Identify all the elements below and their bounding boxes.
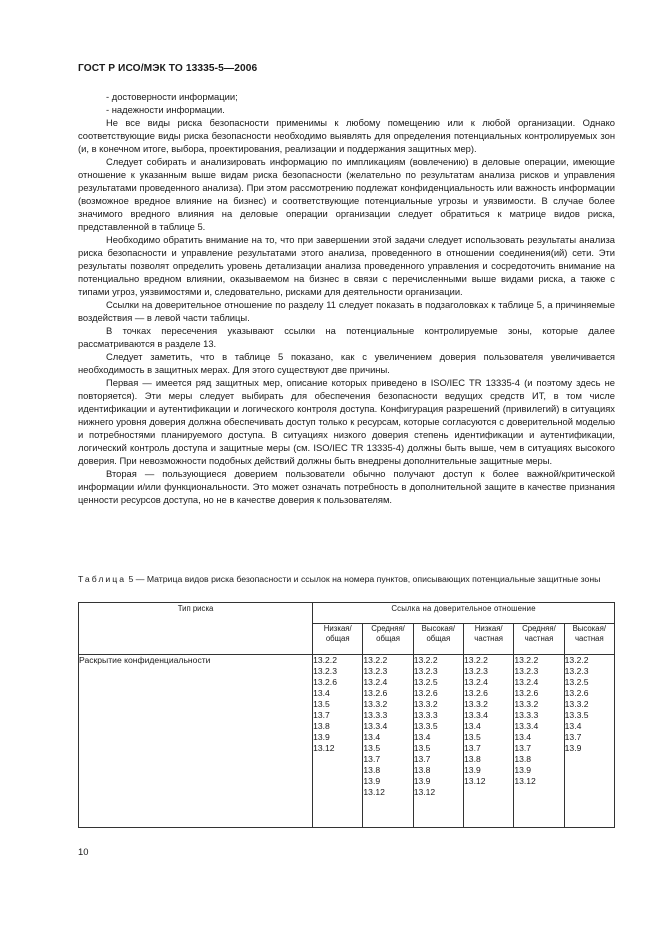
column-header: Высокая/ общая [413,624,463,655]
clause-reference: 13.12 [514,776,536,786]
clause-reference: 13.9 [514,765,532,775]
clause-reference: 13.3.4 [464,710,488,720]
table-caption [78,574,615,586]
clause-reference: 13.2.4 [514,677,539,687]
reference-cell [413,655,463,828]
clause-reference: 13.7 [514,743,532,753]
body-text [78,90,615,506]
document-header: ГОСТ Р ИСО/МЭК ТО 13335-5—2006 [78,63,258,74]
clause-reference: 13.4 [413,732,431,742]
clause-reference: 13.2.6 [413,688,438,698]
clause-reference: 13.4 [464,721,481,731]
clause-reference: 13.2.2 [413,655,438,665]
reference-cell [514,655,564,828]
clause-reference: 13.5 [363,743,381,753]
clause-reference: 13.3.5 [413,721,438,731]
column-header: Средняя/ общая [363,624,413,655]
clause-reference: 13.5 [464,732,481,742]
clause-reference: 13.8 [413,765,431,775]
clause-reference: 13.8 [363,765,381,775]
risk-type-cell: Раскрытие конфиденциальности [79,655,313,828]
table-caption-label: Таблица [78,574,127,584]
clause-reference: 13.2.6 [363,688,388,698]
clause-reference: 13.2.6 [313,677,337,687]
clause-reference: 13.5 [413,743,431,753]
column-header: Низкая/ общая [313,624,363,655]
clause-reference: 13.2.3 [413,666,438,676]
clause-reference: 13.2.2 [514,655,539,665]
clause-reference: 13.7 [313,710,330,720]
clause-reference: 13.2.3 [363,666,388,676]
table-row [79,655,615,828]
clause-reference: 13.3.2 [514,699,539,709]
clause-reference: 13.12 [363,787,385,797]
table-header-row [79,603,615,624]
clause-reference: 13.2.5 [564,677,589,687]
clause-reference: 13.3.2 [363,699,388,709]
paragraph: Следует заметить, что в таблице 5 показано, как с увеличением доверия пользователя увеличивается необходимость в защитных мерах. Для этого существуют две причины. [78,351,615,375]
clause-reference: 13.2.2 [363,655,388,665]
clause-reference: 13.2.3 [564,666,589,676]
clause-reference: 13.2.3 [514,666,539,676]
clause-reference: 13.12 [413,787,436,797]
clause-reference: 13.2.6 [464,688,488,698]
clause-reference: 13.9 [564,743,582,753]
clause-reference: 13.8 [464,754,481,764]
clause-reference: 13.9 [363,776,381,786]
clause-reference: 13.3.4 [363,721,388,731]
list-item: - надежности информации. [106,104,225,115]
risk-matrix-table [78,602,615,828]
trust-reference-header: Ссылка на доверительное отношение [313,603,615,624]
clause-reference: 13.9 [413,776,431,786]
clause-reference: 13.7 [564,732,582,742]
clause-reference: 13.5 [313,699,330,709]
clause-reference: 13.2.6 [564,688,589,698]
page-number: 10 [78,846,89,857]
clause-reference: 13.8 [514,754,532,764]
clause-reference: 13.7 [413,754,431,764]
clause-reference: 13.3.2 [564,699,589,709]
clause-reference: 13.3.2 [413,699,438,709]
clause-reference: 13.2.2 [464,655,488,665]
clause-reference: 13.2.5 [413,677,438,687]
clause-reference: 13.3.5 [564,710,589,720]
clause-reference: 13.3.3 [413,710,438,720]
clause-reference: 13.7 [464,743,481,753]
paragraph: В точках пересечения указывают ссылки на потенциальные контролируемые зоны, которые далее рассматриваются в разделе 13. [78,325,615,349]
column-header: Средняя/ частная [514,624,564,655]
paragraph: Необходимо обратить внимание на то, что при завершении этой задачи следует использовать результаты анализа риска безопасности и управление результатами этого анализа, проведенного в отношении соединения(ий) сети. Эти результаты позволят определить уровень детализации анализа проведенного управления и сосредоточить внимание на потенциально вредном влиянии, оказываемом на бизнес в связи с перечисленными выше видами риска, а также с типами угроз, уязвимостями и, следовательно, рисками для деятельности организации. [78,234,615,297]
risk-type-header: Тип риска [79,603,313,655]
table-caption-text: 5 — Матрица видов риска безопасности и ссылок на номера пунктов, описывающих потенциальные защитные зоны [128,574,601,584]
clause-reference: 13.2.6 [514,688,539,698]
clause-reference: 13.3.4 [514,721,539,731]
clause-reference: 13.3.3 [363,710,388,720]
clause-reference: 13.12 [464,776,486,786]
clause-reference: 13.2.2 [313,655,337,665]
clause-reference: 13.4 [564,721,582,731]
clause-reference: 13.2.3 [313,666,337,676]
reference-cell [464,655,514,828]
column-header: Низкая/ частная [464,624,514,655]
paragraph: Следует собирать и анализировать информацию по импликациям (вовлечению) в деловые операции, имеющие отношение к указанным выше видам риска безопасности (желательно по результатам анализа рисков и управления результатами проведенного анализа). При этом рассмотрению подлежат конфиденциальность или важность информации (возможное вредное влияние на бизнес) и соответствующие потенциальные угрозы и уязвимости. В случае более значимого вредного влияния на деловые операции организации следует обратиться к матрице видов риска, представленной в таблице 5. [78,156,615,232]
clause-reference: 13.4 [363,732,381,742]
clause-reference: 13.4 [514,732,532,742]
clause-reference: 13.2.2 [564,655,589,665]
clause-reference: 13.3.3 [514,710,539,720]
reference-cell [313,655,363,828]
list-item: - достоверности информации; [106,91,238,102]
reference-cell [564,655,614,828]
reference-cell [363,655,413,828]
clause-reference: 13.7 [363,754,381,764]
clause-reference: 13.2.3 [464,666,488,676]
paragraph: Ссылки на доверительное отношение по разделу 11 следует показать в подзаголовках к таблице 5, а причиняемые воздействия — в левой части таблицы. [78,299,615,323]
clause-reference: 13.12 [313,743,335,753]
paragraph: Не все виды риска безопасности применимы к любому помещению или к любой организации. Однако соответствующие виды риска безопасности необходимо выявлять для определения потенциальных контролируемых зон (и, в конечном итоге, выбора, проектирования, реализации и поддержания защитных мер). [78,117,615,154]
column-header: Высокая/ частная [564,624,614,655]
clause-reference: 13.3.2 [464,699,488,709]
clause-reference: 13.9 [464,765,481,775]
clause-reference: 13.2.4 [464,677,488,687]
clause-reference: 13.4 [313,688,330,698]
paragraph: Первая — имеется ряд защитных мер, описание которых приведено в ISO/IEC TR 13335-4 (и поэтому здесь не повторяется). Эти меры следует выбирать для обеспечения безопасности ведущих средств ИТ, в том числе идентификации и аутентификации и логического контроля доступа. Конфигурация разрешений (привилегий) в ситуациях нижнего уровня доверия должна обеспечивать доступ только к ресурсам, которые согласуются с доверительной моделью и потребностями планируемого доступа. В ситуациях низкого доверия степень идентификации и аутентификации, логический контроль доступа и защитные меры (см. ISO/IEC TR 13335-4) должны быть выше, чем в ситуациях высокого доверия. При невозможности подобных действий должны быть внедрены дополнительные защитные меры. [78,377,615,466]
clause-reference: 13.8 [313,721,330,731]
clause-reference: 13.9 [313,732,330,742]
clause-reference: 13.2.4 [363,677,388,687]
paragraph: Вторая — пользующиеся доверием пользователи обычно получают доступ к более важной/критической информации и/или функциональности. Это может означать потребность в дополнительной защите в качестве признания ценности ресурсов доступа, но не в качестве доверия к пользователям. [78,468,615,505]
